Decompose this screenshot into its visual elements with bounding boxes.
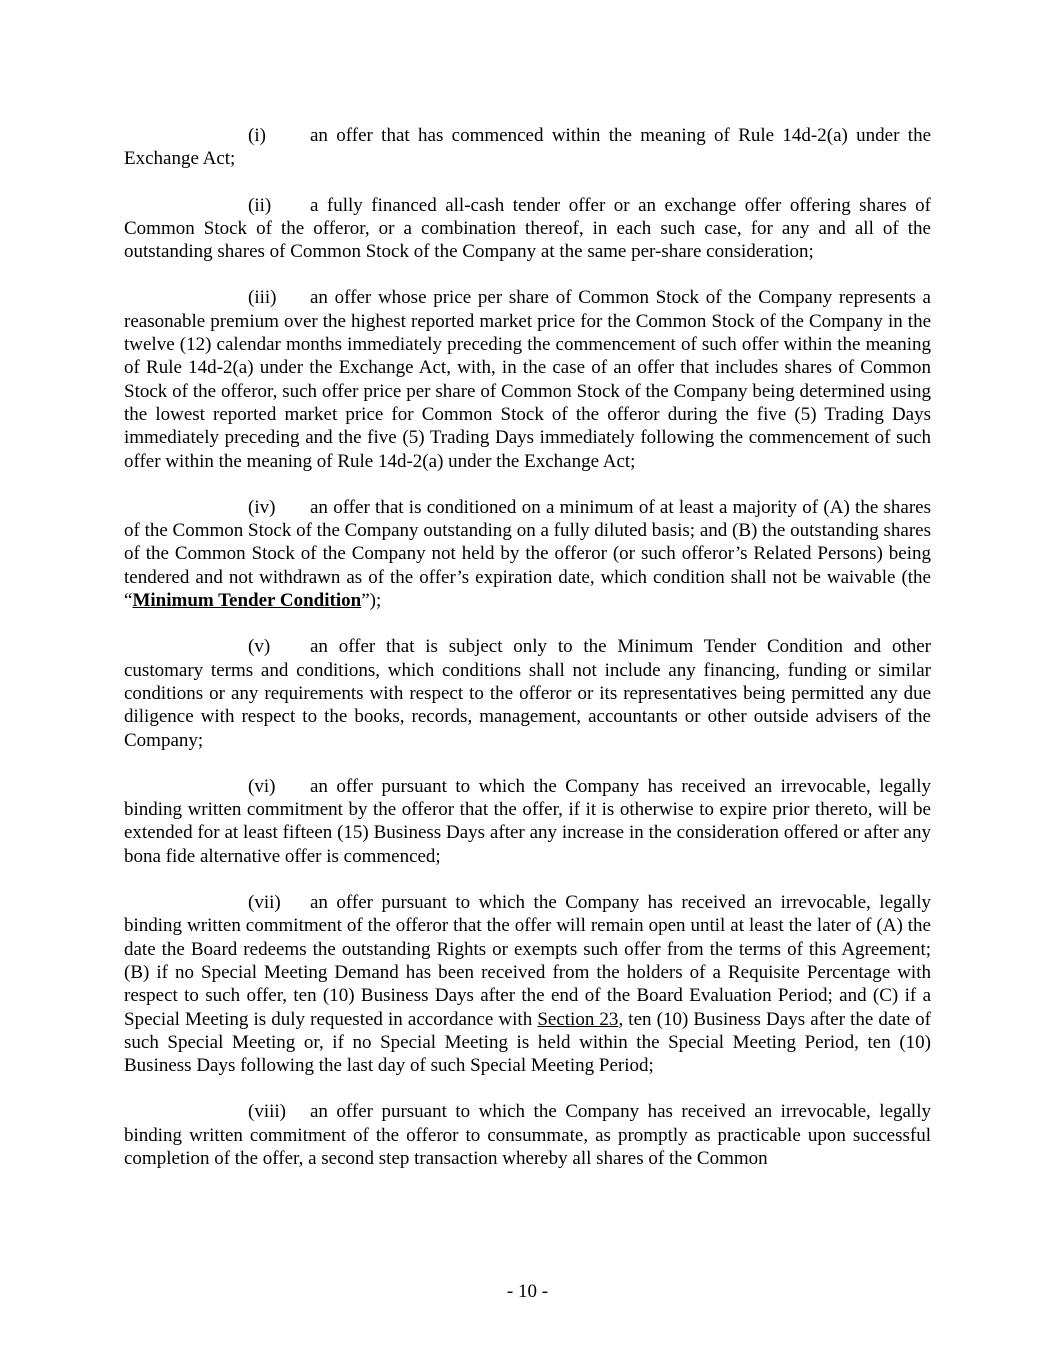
clause-number: (v) <box>248 636 271 658</box>
defined-term-minimum-tender-condition: Minimum Tender Condition <box>132 590 362 612</box>
clause-text: an offer that is conditioned on a minimum of at least a majority of (A) the shares of the Common Stock of the Company outstanding on a fully diluted basis; and (B) the outstanding shares of the Common Stock of the Company not held by the offeror (or such offeror’s Related Persons) being tendered and not withdrawn as of the offer’s expiration date, which condition shall not be waivable (the “ <box>124 496 931 612</box>
clause-text-end: , ten (10) Business Days after the date of such Special Meeting or, if no Special Meeting is held within the Special Meeting Period, ten (10) Business Days following the last day of such Special Meeting Period; <box>124 1008 931 1077</box>
clause-number: (ii) <box>248 194 272 216</box>
clause-number: (i) <box>248 125 266 146</box>
clause-text-end: ”); <box>361 590 382 612</box>
clause-text: an offer pursuant to which the Company has received an irrevocable, legally binding written commitment of the offeror to consummate, as promptly as practicable upon successful completion of the offer, a second step transaction whereby all shares of the Common <box>124 1101 931 1169</box>
clause-ii <box>124 194 931 264</box>
clause-iv <box>124 496 931 612</box>
clause-v <box>124 635 931 751</box>
clause-number: (viii) <box>248 1101 286 1123</box>
clause-number: (vii) <box>248 892 281 914</box>
page-number: - 10 - <box>506 1281 549 1302</box>
clause-iii <box>124 286 931 472</box>
document-body <box>124 124 931 1193</box>
clause-vii <box>124 891 931 1077</box>
clause-text: an offer pursuant to which the Company has received an irrevocable, legally binding written commitment by the offeror that the offer, if it is otherwise to expire prior thereto, will be extended for at least fifteen (15) Business Days after any increase in the consideration offered or after any bona fide alternative offer is commenced; <box>124 775 931 867</box>
clause-i <box>124 124 931 171</box>
clause-number: (iv) <box>248 496 276 518</box>
clause-viii <box>124 1100 931 1170</box>
clause-text: an offer that is subject only to the Minimum Tender Condition and other customary terms and conditions, which conditions shall not include any financing, funding or similar conditions or any requirements with respect to the offeror or its representatives being permitted any due diligence with respect to the books, records, management, accountants or other outside advisers of the Company; <box>124 636 931 751</box>
clause-text: an offer whose price per share of Common Stock of the Company represents a reasonable premium over the highest reported market price for the Common Stock of the Company in the twelve (12) calendar months immediately preceding the commencement of such offer within the meaning of Rule 14d-2(a) under the Exchange Act, with, in the case of an offer that includes shares of Common Stock of the offeror, such offer price per share of Common Stock of the Company being determined using the lowest reported market price for Common Stock of the offeror during the five (5) Trading Days immediately preceding and the five (5) Trading Days immediately following the commencement of such offer within the meaning of Rule 14d-2(a) under the Exchange Act; <box>124 287 931 472</box>
clause-vi <box>124 775 931 868</box>
clause-text: an offer that has commenced within the meaning of Rule 14d-2(a) under the Exchange Act; <box>124 125 931 170</box>
section-23-reference: Section 23 <box>537 1008 619 1030</box>
clause-number: (iii) <box>248 287 277 309</box>
clause-text: a fully financed all-cash tender offer or an exchange offer offering shares of Common Stock of the offeror, or a combination thereof, in each such case, for any and all of the outstanding shares of Common Stock of the Company at the same per-share consideration; <box>124 194 931 263</box>
clause-number: (vi) <box>248 775 276 797</box>
clause-text: an offer pursuant to which the Company has received an irrevocable, legally binding written commitment of the offeror that the offer will remain open until at least the later of (A) the date the Board redeems the outstanding Rights or exempts such offer from the terms of this Agreement; (B) if no Special Meeting Demand has been received from the holders of a Requisite Percentage with respect to such offer, ten (10) Business Days after the end of the Board Evaluation Period; and (C) if a Special Meeting is duly requested in accordance with <box>124 892 931 1030</box>
